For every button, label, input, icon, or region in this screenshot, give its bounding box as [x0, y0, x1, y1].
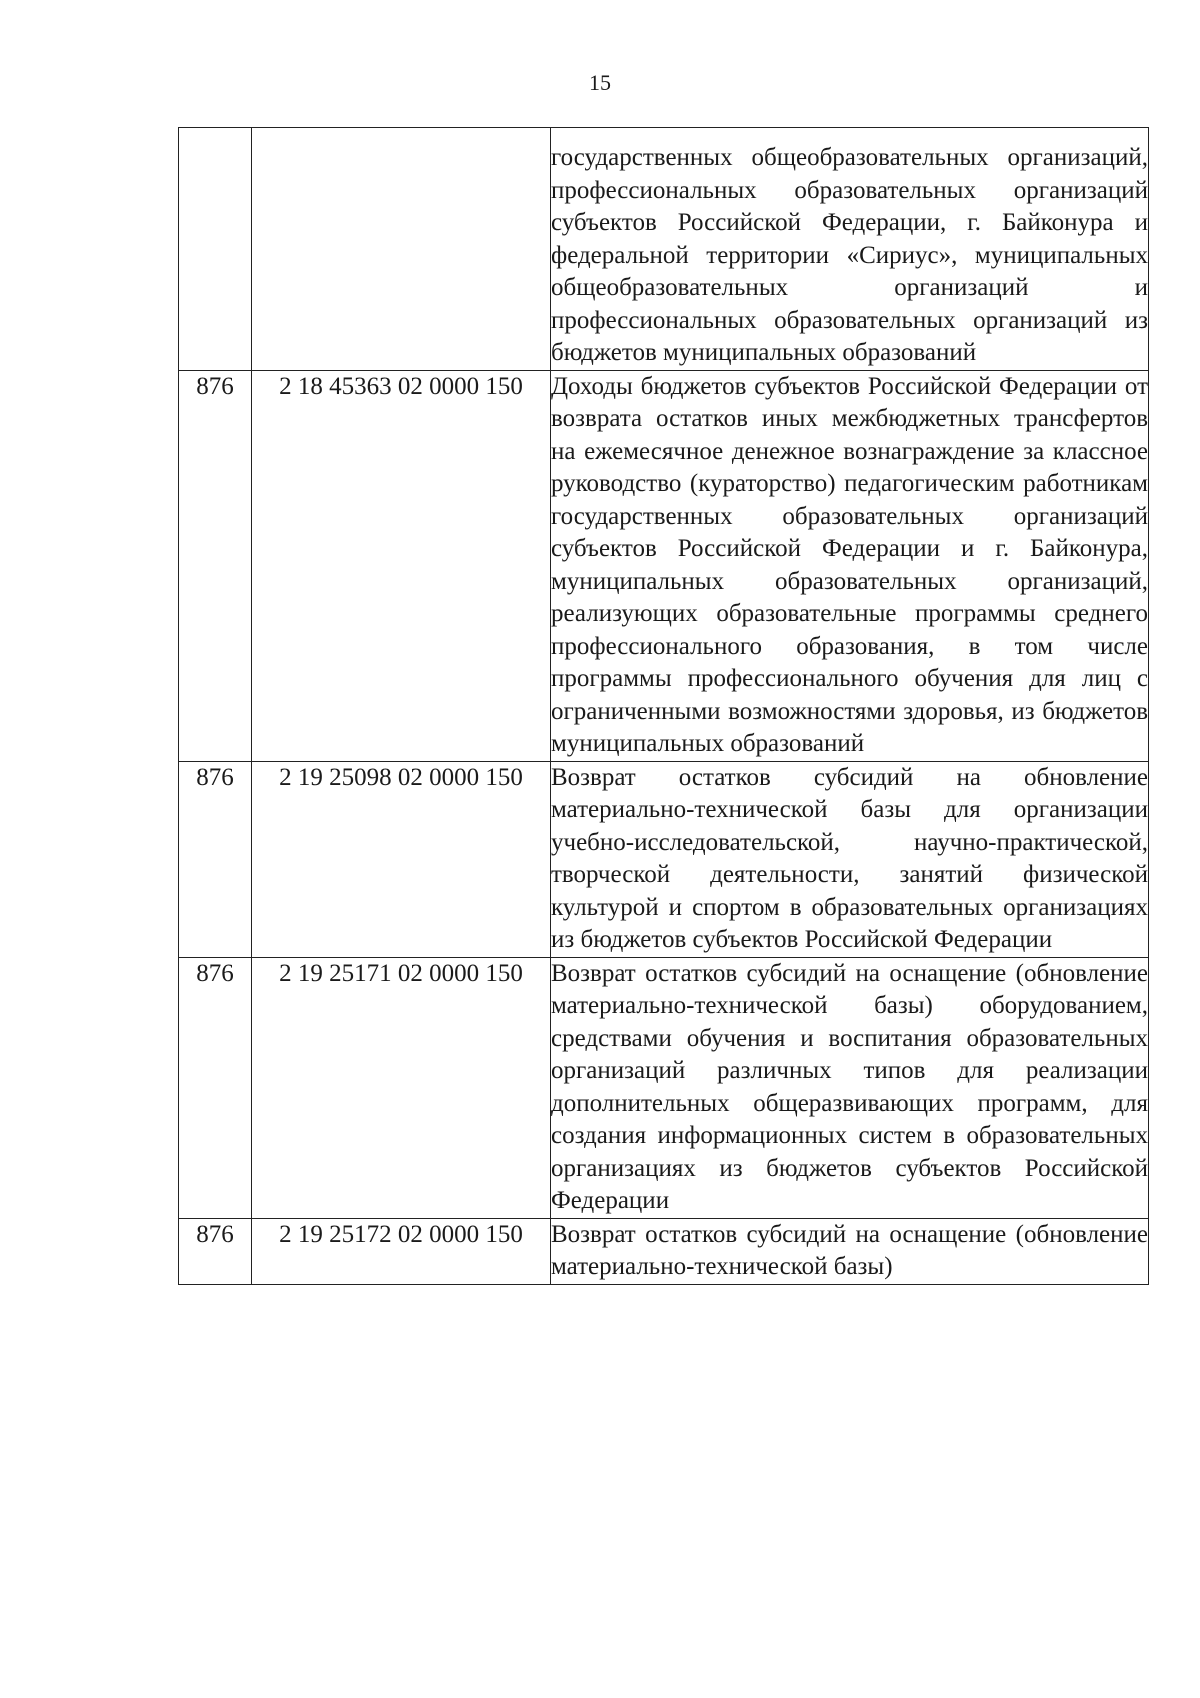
- table-row: [179, 1218, 1149, 1284]
- classification-code-cell: [252, 128, 551, 371]
- budget-classification-table: [178, 127, 1149, 1285]
- description-text: государственных общеобразовательных организаций, профессиональных образовательных организаций субъектов Российской Федерации, г. Байконура и федеральной территории «Сириус», муниципальных общеобразовательных организаций и профессиональных образовательных организаций из бюджетов муниципальных образований: [551, 144, 1148, 366]
- admin-code-cell: 876: [179, 761, 252, 957]
- description-cell: [551, 957, 1149, 1218]
- description-cell: [551, 761, 1149, 957]
- table-row: [179, 957, 1149, 1218]
- description-text: Возврат остатков субсидий на оснащение (обновление материально-технической базы) оборудованием, средствами обучения и воспитания образовательных организаций различных типов для реализации дополнительных общеразвивающих программ, для создания информационных систем в образовательных организациях из бюджетов субъектов Российской Федерации: [551, 959, 1148, 1214]
- admin-code-cell: 876: [179, 370, 252, 761]
- description-cell: [551, 1218, 1149, 1284]
- admin-code-cell: 876: [179, 1218, 252, 1284]
- description-cell: [551, 370, 1149, 761]
- classification-code-cell: 2 19 25171 02 0000 150: [252, 957, 551, 1218]
- table-row: [179, 370, 1149, 761]
- description-text: Возврат остатков субсидий на обновление материально-технической базы для организации учебно-исследовательской, научно-практической, творческой деятельности, занятий физической культурой и спортом в образовательных организациях из бюджетов субъектов Российской Федерации: [551, 763, 1148, 953]
- description-cell: [551, 128, 1149, 371]
- table-row: [179, 761, 1149, 957]
- admin-code-cell: [179, 128, 252, 371]
- table-row: [179, 128, 1149, 371]
- classification-code-cell: 2 19 25172 02 0000 150: [252, 1218, 551, 1284]
- admin-code-cell: 876: [179, 957, 252, 1218]
- description-text: Доходы бюджетов субъектов Российской Федерации от возврата остатков иных межбюджетных трансфертов на ежемесячное денежное вознаграждение за классное руководство (кураторство) педагогическим работникам государственных образовательных организаций субъектов Российской Федерации и г. Байконура, муниципальных образовательных организаций, реализующих образовательные программы среднего профессионального образования, в том числе программы профессионального обучения для лиц с ограниченными возможностями здоровья, из бюджетов муниципальных образований: [551, 372, 1148, 757]
- classification-code-cell: 2 19 25098 02 0000 150: [252, 761, 551, 957]
- page-number: 15: [589, 70, 611, 95]
- description-text: Возврат остатков субсидий на оснащение (обновление материально-технической базы): [551, 1220, 1148, 1280]
- classification-code-cell: 2 18 45363 02 0000 150: [252, 370, 551, 761]
